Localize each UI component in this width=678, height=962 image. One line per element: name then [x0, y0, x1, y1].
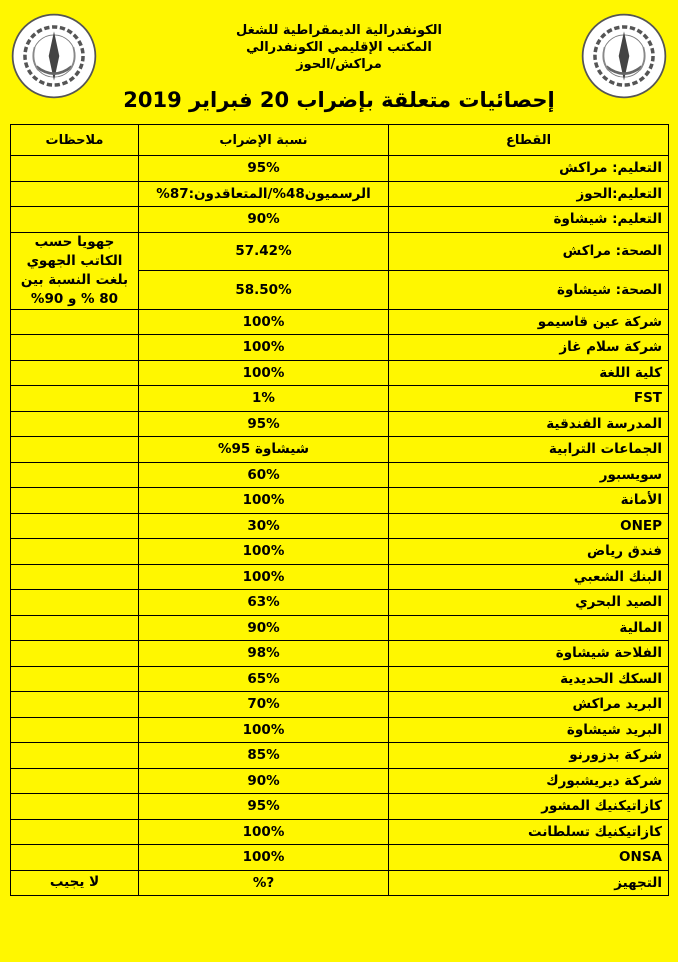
sector-cell: كازاتيكنيك المشور: [389, 794, 669, 820]
table-row: [11, 309, 669, 335]
rate-cell: 98%: [139, 641, 389, 667]
rate-cell: 100%: [139, 335, 389, 361]
rate-cell: 85%: [139, 743, 389, 769]
header-line-2: المكتب الإقليمي الكونفدرالي: [246, 40, 432, 55]
sector-cell: شركة بدزورنو: [389, 743, 669, 769]
sector-cell: السكك الحديدية: [389, 666, 669, 692]
table-row: [11, 462, 669, 488]
rate-cell: 100%: [139, 360, 389, 386]
rate-cell: شيشاوة 95%: [139, 437, 389, 463]
notes-cell: [11, 692, 139, 718]
table-row: [11, 437, 669, 463]
sector-cell: ONSA: [389, 845, 669, 871]
table-row: [11, 768, 669, 794]
rate-cell: 30%: [139, 513, 389, 539]
rate-cell: 90%: [139, 768, 389, 794]
notes-cell: [11, 462, 139, 488]
sector-cell: شركة سلام غاز: [389, 335, 669, 361]
notes-cell: [11, 411, 139, 437]
sector-cell: الصحة: شيشاوة: [389, 271, 669, 310]
sector-cell: البريد شيشاوة: [389, 717, 669, 743]
strike-stats-table: [10, 124, 669, 896]
notes-cell: [11, 615, 139, 641]
table-row: [11, 181, 669, 207]
rate-cell: 100%: [139, 717, 389, 743]
table-row: [11, 845, 669, 871]
table-row: [11, 513, 669, 539]
notes-cell: لا يجيب: [11, 870, 139, 896]
table-row: [11, 232, 669, 271]
sector-cell: البنك الشعبي: [389, 564, 669, 590]
column-header-rate: نسبة الإضراب: [139, 125, 389, 156]
sector-cell: سويسبور: [389, 462, 669, 488]
header-line-1: الكونفدرالية الديمقراطية للشغل: [236, 23, 442, 38]
table-row: [11, 539, 669, 565]
table-row: [11, 615, 669, 641]
rate-cell: الرسميون48%/المتعاقدون:87%: [139, 181, 389, 207]
sector-cell: التجهيز: [389, 870, 669, 896]
table-row: [11, 666, 669, 692]
rate-cell: 100%: [139, 488, 389, 514]
rate-cell: 58.50%: [139, 271, 389, 310]
rate-cell: 60%: [139, 462, 389, 488]
rate-cell: 95%: [139, 411, 389, 437]
sector-cell: التعليم: شيشاوة: [389, 207, 669, 233]
sector-cell: FST: [389, 386, 669, 412]
rate-cell: 100%: [139, 564, 389, 590]
notes-cell: [11, 539, 139, 565]
notes-cell: [11, 717, 139, 743]
notes-cell-health: جهويا حسب الكاتب الجهوي بلغت النسبة بين 80 % و 90%: [11, 232, 139, 309]
sector-cell: الجماعات الترابية: [389, 437, 669, 463]
notes-cell: [11, 819, 139, 845]
rate-cell: 65%: [139, 666, 389, 692]
notes-cell: [11, 156, 139, 182]
notes-cell: [11, 360, 139, 386]
notes-cell: [11, 590, 139, 616]
notes-cell: [11, 437, 139, 463]
sector-cell: كلية اللغة: [389, 360, 669, 386]
rate-cell: 95%: [139, 156, 389, 182]
rate-cell: 100%: [139, 845, 389, 871]
sector-cell: التعليم: مراكش: [389, 156, 669, 182]
document-header: [120, 22, 558, 73]
sector-cell: شركة عين قاسيمو: [389, 309, 669, 335]
notes-cell: [11, 768, 139, 794]
notes-cell: [11, 845, 139, 871]
table-row: [11, 692, 669, 718]
notes-cell: [11, 335, 139, 361]
rate-cell: 90%: [139, 615, 389, 641]
rate-cell: 100%: [139, 309, 389, 335]
sector-cell: شركة ديريشبورك: [389, 768, 669, 794]
notes-cell: [11, 488, 139, 514]
sector-cell: البريد مراكش: [389, 692, 669, 718]
sector-cell: ONEP: [389, 513, 669, 539]
header-line-3: مراكش/الحوز: [296, 57, 382, 72]
rate-cell: 95%: [139, 794, 389, 820]
table-row: [11, 743, 669, 769]
rate-cell: 63%: [139, 590, 389, 616]
table-row: [11, 207, 669, 233]
sector-cell: المالية: [389, 615, 669, 641]
table-row: [11, 564, 669, 590]
sector-cell: الصحة: مراكش: [389, 232, 669, 271]
notes-cell: [11, 386, 139, 412]
rate-cell: ?%: [139, 870, 389, 896]
notes-cell: [11, 666, 139, 692]
table-header-row: [11, 125, 669, 156]
sector-cell: الفلاحة شيشاوة: [389, 641, 669, 667]
sector-cell: المدرسة الفندقية: [389, 411, 669, 437]
table-row: [11, 156, 669, 182]
table-row: [11, 488, 669, 514]
rate-cell: 90%: [139, 207, 389, 233]
notes-cell: [11, 564, 139, 590]
notes-cell: [11, 641, 139, 667]
notes-cell: [11, 309, 139, 335]
table-row: [11, 717, 669, 743]
sector-cell: التعليم:الحوز: [389, 181, 669, 207]
notes-cell: [11, 794, 139, 820]
table-row: [11, 590, 669, 616]
sector-cell: فندق رياض: [389, 539, 669, 565]
rate-cell: 70%: [139, 692, 389, 718]
cdt-logo-left: [10, 12, 98, 100]
table-row: [11, 641, 669, 667]
table-row: [11, 386, 669, 412]
column-header-notes: ملاحظات: [11, 125, 139, 156]
rate-cell: 100%: [139, 539, 389, 565]
rate-cell: 57.42%: [139, 232, 389, 271]
table-row: [11, 360, 669, 386]
notes-cell: [11, 207, 139, 233]
page-title: إحصائيات متعلقة بإضراب 20 فبراير 2019: [123, 88, 555, 112]
sector-cell: الصيد البحري: [389, 590, 669, 616]
table-row: [11, 794, 669, 820]
sector-cell: الأمانة: [389, 488, 669, 514]
cdt-logo-right: [580, 12, 668, 100]
sector-cell: كازاتيكنيك تسلطانت: [389, 819, 669, 845]
table-row: [11, 819, 669, 845]
notes-cell: [11, 513, 139, 539]
table-row: [11, 870, 669, 896]
table-row: [11, 411, 669, 437]
notes-cell: [11, 743, 139, 769]
table-row: [11, 335, 669, 361]
notes-cell: [11, 181, 139, 207]
rate-cell: 1%: [139, 386, 389, 412]
rate-cell: 100%: [139, 819, 389, 845]
column-header-sector: القطاع: [389, 125, 669, 156]
